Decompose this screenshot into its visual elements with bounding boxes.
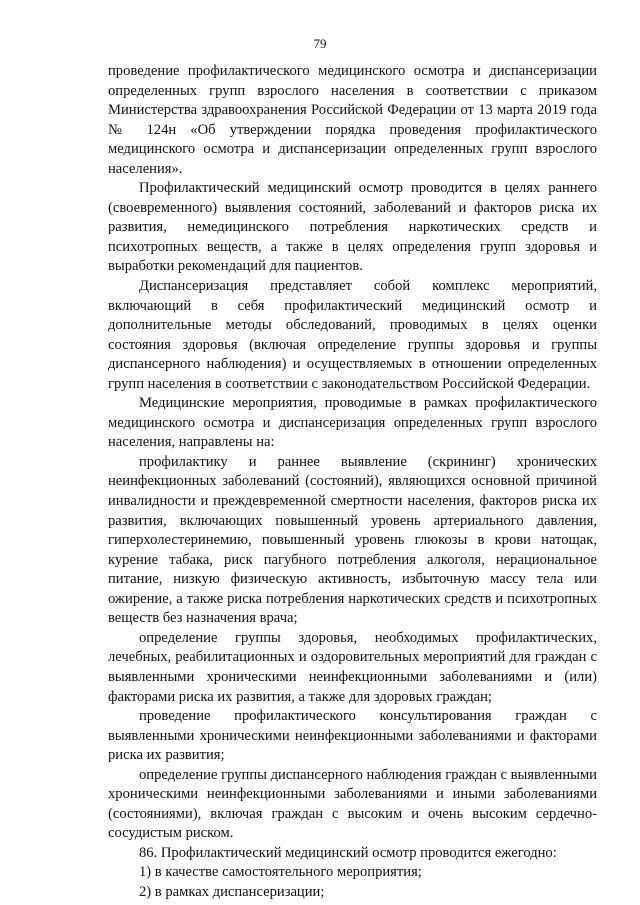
list-item: определение группы диспансерного наблюдения граждан с выявленными хроническими неинфекционными заболеваниями и иными заболеваниями (состояниями), включая граждан с высоким и очень высоким сердечно-сосудистым риском. bbox=[108, 766, 597, 842]
list-item: проведение профилактического консультирования граждан с выявленными хроническими неинфекционными заболеваниями и факторами риска их развития; bbox=[108, 708, 597, 764]
list-item: определение группы здоровья, необходимых профилактических, лечебных, реабилитационных и оздоровительных мероприятий для граждан с выявленными хроническими неинфекционными заболеваниями и (или) факторами риска их развития, а также для здоровых граждан; bbox=[108, 629, 597, 705]
paragraph: 86. Профилактический медицинский осмотр проводится ежегодно: bbox=[139, 844, 557, 861]
list-item: 1) в качестве самостоятельного мероприятия; bbox=[139, 864, 422, 881]
list-item: профилактику и раннее выявление (скрининг) хронических неинфекционных заболеваний (состояний), являющихся основной причиной инвалидности и преждевременной смертности населения, факторов риска их развития, включающих повышенный уровень артериального давления, гиперхолестеринемию, повышенный уровень глюкозы в крови натощак, курение табака, риск пагубного потребления алкоголя, нерациональное питание, низкую физическую активность, избыточную массу тела или ожирение, а также риска потребления наркотических средств и психотропных веществ без назначения врача; bbox=[108, 453, 597, 627]
paragraph: Медицинские мероприятия, проводимые в рамках профилактического медицинского осмотра и диспансеризация определенных групп взрослого населения, направлены на: bbox=[108, 395, 597, 451]
list-item: 2) в рамках диспансеризации; bbox=[139, 883, 325, 900]
paragraph: Диспансеризация представляет собой комплекс мероприятий, включающий в себя профилактический медицинский осмотр и дополнительные методы обследований, проводимых в целях оценки состояния здоровья (включая определение группы здоровья и группы диспансерного наблюдения) и осуществляемых в отношении определенных групп населения в соответствии с законодательством Российской Федерации. bbox=[108, 278, 597, 392]
page-number: 79 bbox=[313, 36, 327, 51]
paragraph: Профилактический медицинский осмотр проводится в целях раннего (своевременного) выявления состояний, заболеваний и факторов риска их развития, немедицинского потребления наркотических средств и психотропных веществ, а также в целях определения групп здоровья и выработки рекомендаций для пациентов. bbox=[108, 180, 597, 275]
paragraph: проведение профилактического медицинского осмотра и диспансеризации определенных групп взрослого населения в соответствии с приказом Министерства здравоохранения Российской Федерации от 13 марта 2019 года № 124н «Об утверждении порядка проведения профилактического медицинского осмотра и диспансеризации определенных групп взрослого населения». bbox=[108, 63, 597, 177]
document-body bbox=[108, 62, 597, 903]
